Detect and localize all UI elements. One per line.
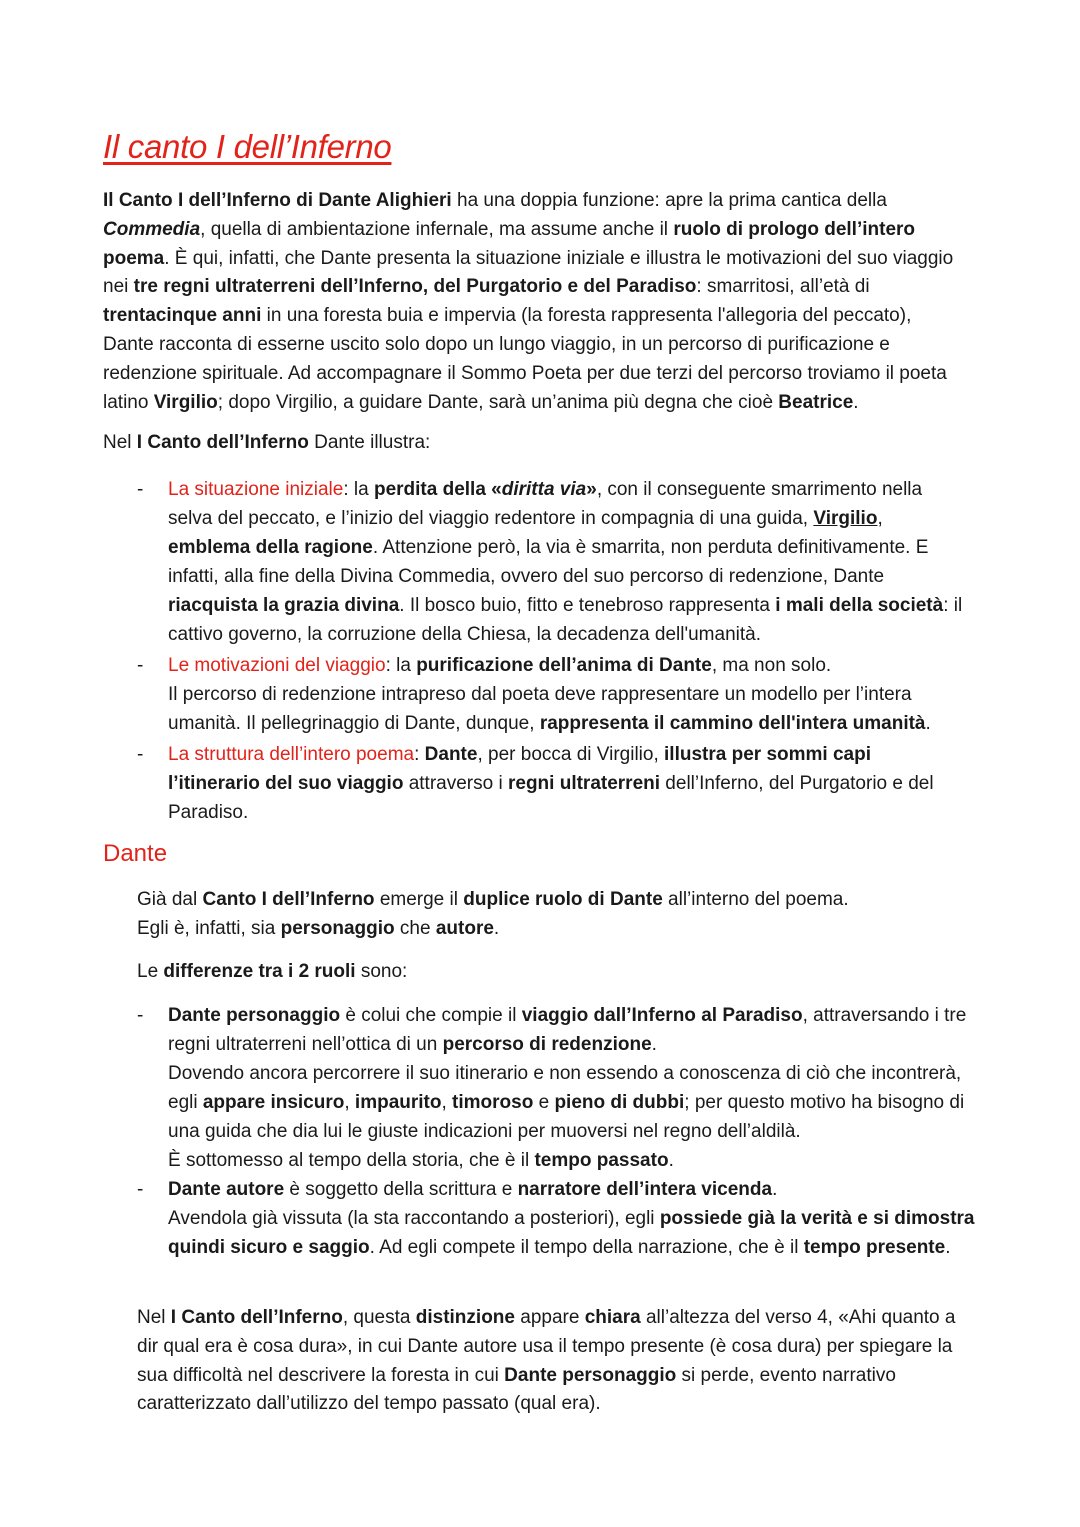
- list-text: . Ad egli compete il tempo della narrazione, che è il: [369, 1237, 804, 1258]
- list-dash: -: [137, 744, 144, 765]
- list-bold: viaggio dall’Inferno al Paradiso: [521, 1005, 803, 1026]
- list-text: : la: [385, 655, 417, 676]
- list-item: [137, 651, 967, 738]
- list-bold: illustra per sommi capi l’itinerario del suo viaggio: [168, 744, 871, 794]
- list-bold: Dante autore: [168, 1179, 285, 1200]
- illustra-bold: I Canto dell’Inferno: [136, 432, 309, 453]
- differenze-text: Le: [137, 961, 164, 982]
- list-item-heading: La situazione iniziale: [168, 479, 344, 500]
- list-text: dell’Inferno, del Purgatorio e del Paradiso.: [168, 773, 934, 823]
- ruolo-text: Egli è, infatti, sia: [137, 917, 281, 939]
- ruolo-bold: duplice ruolo di Dante: [463, 889, 663, 910]
- list-text: è soggetto della scrittura e: [284, 1179, 518, 1200]
- page-title: Il canto I dell’Inferno: [103, 128, 392, 165]
- list-bold: tempo passato: [534, 1150, 669, 1171]
- intro-bold: Virgilio: [153, 391, 218, 413]
- intro-text: : smarritosi, all’età di: [696, 276, 870, 298]
- list-dash: -: [137, 1005, 144, 1026]
- list-text: ; per questo motivo ha bisogno di una guida che dia lui le giuste indicazioni per muoversi nel regno dell’aldilà.: [168, 1092, 965, 1142]
- list-bold: riacquista la grazia divina: [168, 595, 400, 616]
- intro-text: .: [853, 391, 859, 413]
- conclusione-bold: distinzione: [415, 1307, 515, 1328]
- list-text: , con il conseguente smarrimento nella selva del peccato, e l’inizio del viaggio redentore in compagnia di una guida,: [168, 479, 923, 529]
- list-item-heading: La struttura dell’intero poema: [168, 744, 415, 765]
- list-bold: purificazione dell’anima di Dante: [416, 655, 712, 676]
- list-dash: -: [137, 1179, 144, 1200]
- list-bold: pieno di dubbi: [554, 1092, 685, 1113]
- ruolo-text: che: [394, 917, 436, 939]
- list-text: ,: [877, 508, 883, 529]
- differenze-paragraph: [137, 958, 977, 987]
- list-bold: i mali della società: [775, 595, 944, 616]
- ruolo-text: all’interno del poema.: [662, 889, 849, 910]
- ruolo-paragraph: [137, 886, 977, 944]
- list-bold: Dante: [424, 744, 478, 765]
- list-text: .: [651, 1034, 657, 1055]
- ruolo-bold: personaggio: [280, 917, 395, 939]
- differenze-bold: differenze tra i 2 ruoli: [163, 961, 356, 982]
- list-item: [137, 1001, 987, 1175]
- intro-commedia: Commedia: [103, 218, 201, 240]
- list-dash: -: [137, 655, 144, 676]
- conclusione-text: , questa: [342, 1307, 416, 1328]
- list-item-heading: Le motivazioni del viaggio: [168, 655, 386, 676]
- ruolo-bold: Canto I dell’Inferno: [202, 889, 375, 910]
- intro-text: , quella di ambientazione infernale, ma assume anche il: [200, 218, 674, 240]
- list-bold: timoroso: [452, 1092, 534, 1113]
- ruolo-text: .: [493, 917, 500, 939]
- list-item: [137, 740, 967, 827]
- list-bold-italic: diritta via: [501, 479, 587, 500]
- conclusione-bold: chiara: [584, 1307, 641, 1328]
- intro-text: ha una doppia funzione: apre la prima cantica della: [451, 190, 887, 211]
- list-text: . Attenzione però, la via è smarrita, non perduta definitivamente. E infatti, alla fine della Divina Commedia, ovvero del suo percorso di redenzione, Dante: [168, 537, 929, 587]
- intro-text: in una foresta buia e impervia (la foresta rappresenta l'allegoria del peccato), Dante racconta di esserne uscito solo dopo un lungo viaggio, in un percorso di purificazione e redenzione spirituale. Ad accompagnare il Sommo Poeta per due terzi del percorso troviamo il poeta latino: [103, 305, 947, 413]
- conclusione-text: appare: [514, 1307, 585, 1328]
- differenze-text: sono:: [355, 961, 408, 982]
- list-bold: impaurito: [354, 1092, 442, 1113]
- list-text: :: [414, 744, 425, 765]
- list-text: .: [925, 713, 931, 734]
- list-text: , attraversando i tre regni ultraterreni nell’ottica di un: [168, 1005, 967, 1055]
- list-bold: emblema della ragione: [168, 537, 373, 558]
- list-text: . Il bosco buio, fitto e tenebroso rappresenta: [399, 595, 776, 616]
- list-bold: tempo presente: [803, 1237, 946, 1258]
- conclusione-bold: Dante personaggio: [504, 1364, 677, 1386]
- list-bold: possiede già la verità e si dimostra quindi sicuro e saggio: [168, 1208, 975, 1258]
- list-text: è colui che compie il: [340, 1005, 522, 1026]
- list-bold: Dante personaggio: [168, 1005, 341, 1026]
- illustra-text: Dante illustra:: [308, 432, 431, 453]
- list-text: .: [772, 1179, 778, 1200]
- conclusione-text: si perde, evento narrativo caratterizzato dall’utilizzo del tempo passato (qual era).: [137, 1364, 896, 1415]
- list-text: Avendola già vissuta (la sta raccontando a posteriori), egli: [168, 1208, 660, 1229]
- list-text: ,: [441, 1092, 453, 1113]
- list-text: : la: [343, 479, 374, 500]
- conclusione-text: all’altezza del verso 4, «Ahi quanto a dir qual era è cosa dura», in cui Dante autore usa il tempo presente (è cosa dura) per spiegare la sua difficoltà nel descrivere la foresta in cui: [137, 1307, 956, 1386]
- list-bold: perdita della «: [373, 479, 502, 500]
- list-bold: »: [586, 479, 597, 500]
- list-bold: appare insicuro: [202, 1092, 345, 1113]
- intro-bold: ruolo di prologo dell’intero poema: [103, 218, 916, 269]
- intro-text: ; dopo Virgilio, a guidare Dante, sarà un’anima più degna che cioè: [217, 391, 779, 413]
- conclusione-text: Nel: [137, 1307, 171, 1328]
- ruolo-text: Già dal: [137, 889, 203, 910]
- ruolo-bold: autore: [435, 917, 494, 939]
- list-text: ,: [344, 1092, 355, 1113]
- intro-text: . È qui, infatti, che Dante presenta la situazione iniziale e illustra le motivazioni del suo viaggio nei: [103, 247, 954, 298]
- canto-points-list: [137, 475, 967, 827]
- list-text: Dovendo ancora percorrere il suo itinerario e non essendo a conoscenza di ciò che incontrerà, egli: [168, 1063, 962, 1113]
- list-bold: narratore dell’intera vicenda: [517, 1179, 773, 1200]
- list-bold: regni ultraterreni: [507, 773, 661, 794]
- intro-paragraph: [103, 187, 963, 417]
- illustra-text: Nel: [103, 432, 137, 453]
- list-text: , ma non solo.: [711, 655, 832, 676]
- list-bold: rappresenta il cammino dell'intera umanità: [539, 713, 926, 734]
- illustra-paragraph: [103, 429, 963, 458]
- list-bold-underline: Virgilio: [813, 508, 878, 529]
- list-text: e: [533, 1092, 555, 1113]
- list-text: È sottomesso al tempo della storia, che è il: [168, 1150, 535, 1171]
- list-bold: percorso di redenzione: [442, 1034, 652, 1055]
- intro-bold: Il Canto I dell’Inferno di Dante Alighieri: [103, 190, 452, 211]
- intro-bold: Beatrice: [778, 391, 854, 413]
- list-dash: -: [137, 479, 144, 500]
- conclusione-bold: I Canto dell’Inferno: [170, 1307, 343, 1328]
- list-text: .: [945, 1237, 951, 1258]
- list-text: .: [668, 1150, 674, 1171]
- list-item: [137, 475, 967, 649]
- list-item: [137, 1175, 987, 1262]
- intro-bold: trentacinque anni: [103, 305, 262, 327]
- intro-bold: tre regni ultraterreni dell’Inferno, del Purgatorio e del Paradiso: [133, 276, 697, 298]
- list-text: : il cattivo governo, la corruzione della Chiesa, la decadenza dell'umanità.: [168, 595, 963, 645]
- roles-list: [137, 1001, 987, 1262]
- list-text: Il percorso di redenzione intrapreso dal poeta deve rappresentare un modello per l’intera umanità. Il pellegrinaggio di Dante, dunque,: [168, 684, 912, 734]
- section-heading-dante: Dante: [103, 840, 168, 867]
- list-text: , per bocca di Virgilio,: [477, 744, 665, 765]
- list-text: attraverso i: [403, 773, 508, 794]
- ruolo-text: emerge il: [374, 889, 464, 910]
- conclusione-paragraph: [137, 1304, 977, 1419]
